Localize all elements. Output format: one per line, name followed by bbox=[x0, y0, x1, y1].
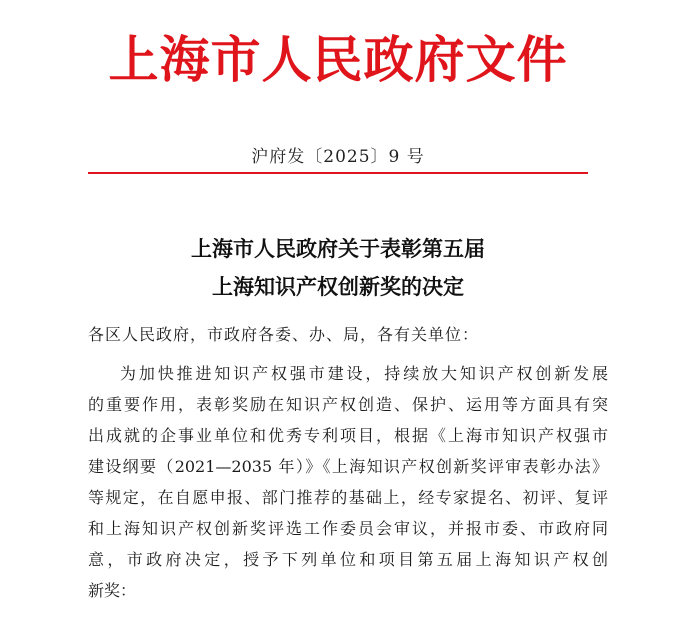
document-number: 沪府发〔2025〕9 号 bbox=[251, 147, 425, 167]
body-line: 意，市政府决定，授予下列单位和项目第五届上海知识产权创 bbox=[88, 550, 608, 569]
red-divider-line bbox=[88, 172, 588, 174]
body-paragraph bbox=[88, 358, 608, 606]
document-title bbox=[0, 230, 676, 306]
body-line: 新奖： bbox=[88, 581, 137, 600]
body-line: 的重要作用，表彰奖励在知识产权创造、保护、运用等方面具有突 bbox=[88, 395, 608, 414]
body-line: 出成就的企事业单位和优秀专利项目，根据《上海市知识产权强市 bbox=[88, 426, 608, 445]
addressee-line: 各区人民政府，市政府各委、办、局，各有关单位： bbox=[88, 325, 480, 344]
title-line-1: 上海市人民政府关于表彰第五届 bbox=[191, 236, 485, 261]
body-line: 建设纲要（2021—2035 年）》《上海知识产权创新奖评审表彰办法》 bbox=[88, 457, 608, 476]
title-line-2: 上海知识产权创新奖的决定 bbox=[212, 274, 464, 299]
issuer-masthead: 上海市人民政府文件 bbox=[108, 30, 568, 89]
body-line: 等规定，在自愿申报、部门推荐的基础上，经专家提名、初评、复评 bbox=[88, 488, 608, 507]
body-line: 和上海知识产权创新奖评选工作委员会审议，并报市委、市政府同 bbox=[88, 519, 608, 538]
body-line: 为加快推进知识产权强市建设，持续放大知识产权创新发展 bbox=[120, 364, 608, 383]
